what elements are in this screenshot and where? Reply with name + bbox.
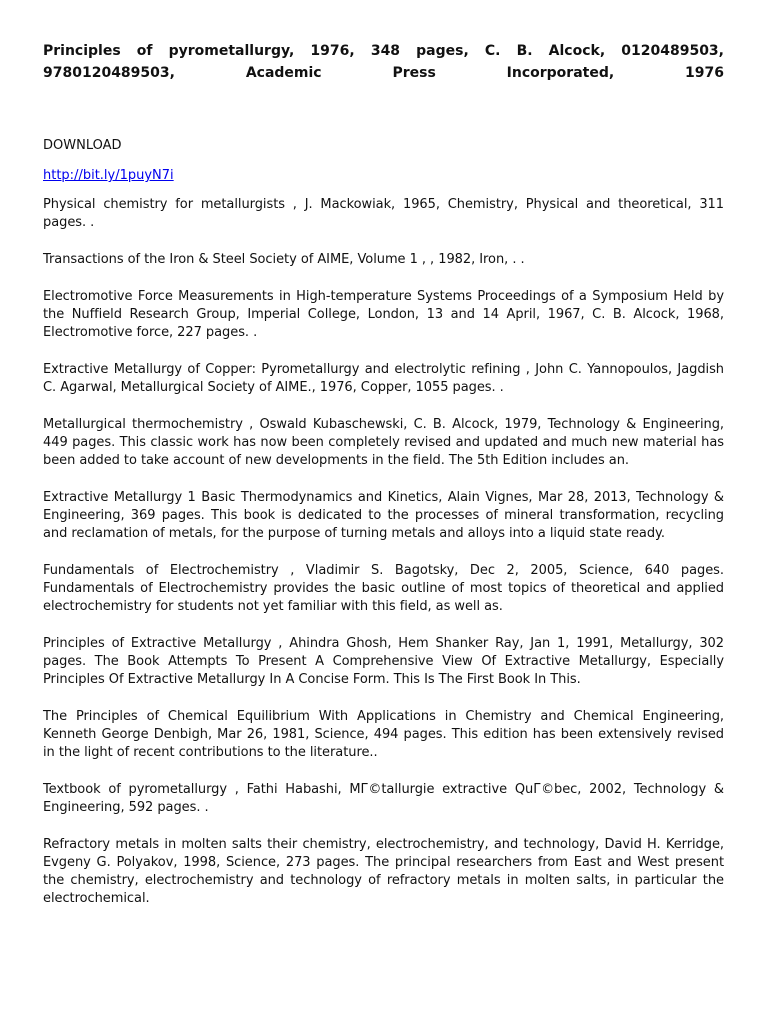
document-page [43, 40, 724, 927]
download-link[interactable]: http://bit.ly/1puyN7i [43, 168, 174, 183]
book-entry: Principles of Extractive Metallurgy , Ahindra Ghosh, Hem Shanker Ray, Jan 1, 1991, Metallurgy, 302 pages. The Book Attempts To Present A Comprehensive View Of Extractive Metallurgy, Especially Principles Of Extractive Metallurgy In A Concise Form. This Is The First Book In This. [43, 636, 724, 687]
download-label: DOWNLOAD [43, 138, 122, 153]
book-entry: Transactions of the Iron & Steel Society of AIME, Volume 1 , , 1982, Iron, . . [43, 252, 525, 267]
book-entry: Extractive Metallurgy of Copper: Pyrometallurgy and electrolytic refining , John C. Yannopoulos, Jagdish C. Agarwal, Metallurgical Society of AIME., 1976, Copper, 1055 pages. . [43, 362, 724, 395]
book-entry: Refractory metals in molten salts their chemistry, electrochemistry, and technology, David H. Kerridge, Evgeny G. Polyakov, 1998, Science, 273 pages. The principal researchers from East and West present the chemistry, electrochemistry and technology of refractory metals in molten salts, in particular the electrochemical. [43, 837, 724, 906]
book-entry-list [43, 196, 724, 908]
book-entry: Extractive Metallurgy 1 Basic Thermodynamics and Kinetics, Alain Vignes, Mar 28, 2013, Technology & Engineering, 369 pages. This book is dedicated to the processes of mineral transformation, recycling and reclamation of metals, for the purpose of turning metals and alloys into a liquid state ready. [43, 490, 724, 541]
book-entry: The Principles of Chemical Equilibrium With Applications in Chemistry and Chemical Engineering, Kenneth George Denbigh, Mar 26, 1981, Science, 494 pages. This edition has been extensively revised in the light of recent contributions to the literature.. [43, 709, 724, 760]
document-title: Principles of pyrometallurgy, 1976, 348 pages, C. B. Alcock, 0120489503, 9780120489503, Academic Press Incorporated, 1976 [43, 43, 724, 81]
book-entry: Fundamentals of Electrochemistry , Vladimir S. Bagotsky, Dec 2, 2005, Science, 640 pages. Fundamentals of Electrochemistry provides the basic outline of most topics of theoretical and applied electrochemistry for students not yet familiar with this field, as well as. [43, 563, 724, 614]
book-entry: Electromotive Force Measurements in High-temperature Systems Proceedings of a Symposium Held by the Nuffield Research Group, Imperial College, London, 13 and 14 April, 1967, C. B. Alcock, 1968, Electromotive force, 227 pages. . [43, 289, 724, 340]
book-entry: Textbook of pyrometallurgy , Fathi Habashi, MГ©tallurgie extractive QuГ©bec, 2002, Technology & Engineering, 592 pages. . [43, 782, 724, 815]
book-entry: Physical chemistry for metallurgists , J. Mackowiak, 1965, Chemistry, Physical and theoretical, 311 pages. . [43, 197, 724, 230]
book-entry: Metallurgical thermochemistry , Oswald Kubaschewski, C. B. Alcock, 1979, Technology & Engineering, 449 pages. This classic work has now been completely revised and updated and much new material has been added to take account of new developments in the field. The 5th Edition includes an. [43, 417, 724, 468]
